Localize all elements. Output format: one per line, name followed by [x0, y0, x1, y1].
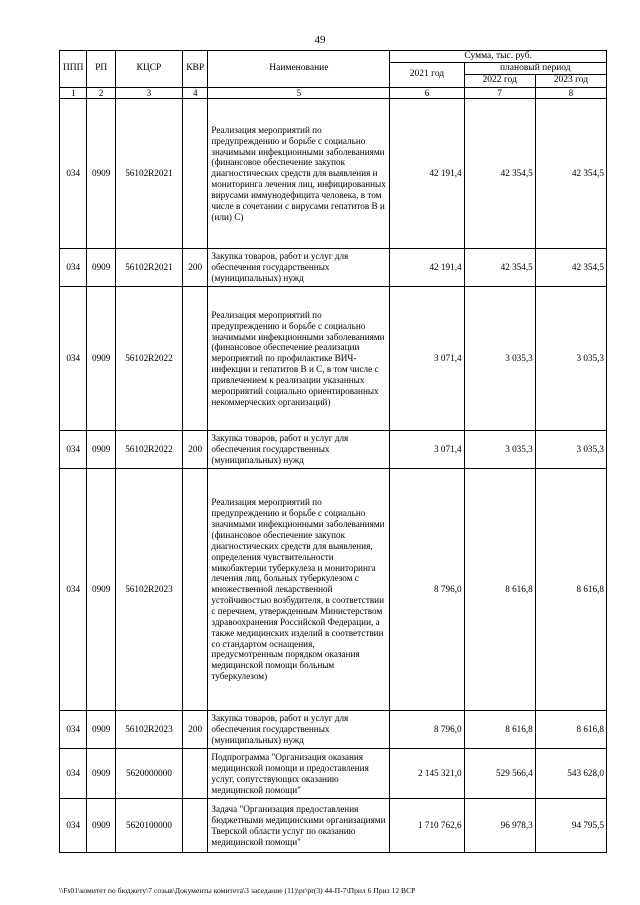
cell-name: Подпрограмма "Организация оказания медицинской помощи и предоставления услуг, сопутствующих оказанию медицинской помощи"	[208, 749, 390, 799]
table-row	[60, 799, 607, 853]
cell-kvr	[182, 287, 207, 431]
cell-2023: 8 616,8	[535, 711, 606, 749]
column-index: 3	[115, 87, 182, 99]
cell-kcsr: 56102R2021	[115, 249, 182, 287]
cell-2021: 42 191,4	[390, 99, 464, 249]
column-index: 2	[87, 87, 115, 99]
cell-2022: 8 616,8	[464, 469, 535, 711]
page-number: 49	[314, 34, 326, 46]
footer-file-path: \\Fs01\комитет по бюджету\7 созыв\Документы комитета\3 заседание (11)\pr\pr(3) 44-П-7\Прил 6 Приз 12 ВСР	[59, 886, 416, 895]
header-rp: РП	[87, 51, 115, 88]
cell-kcsr: 56102R2023	[115, 711, 182, 749]
cell-2021: 42 191,4	[390, 249, 464, 287]
cell-2021: 8 796,0	[390, 469, 464, 711]
cell-2022: 3 035,3	[464, 287, 535, 431]
cell-2023: 8 616,8	[535, 469, 606, 711]
cell-name: Закупка товаров, работ и услуг для обеспечения государственных (муниципальных) нужд	[208, 431, 390, 469]
cell-2022: 3 035,3	[464, 431, 535, 469]
cell-rp: 0909	[87, 249, 115, 287]
cell-kvr: 200	[182, 249, 207, 287]
cell-ppp: 034	[60, 749, 87, 799]
column-index: 7	[464, 87, 535, 99]
cell-name: Реализация мероприятий по предупреждению и борьбе с социально значимыми инфекционными заболеваниями (финансовое обеспечение закупок диагностических средств для выявления, определения чувствительности микобактерии туберкулеза и мониторинга лечения лиц, больных туберкулезом с множественной лекарственной устойчивостью возбудителя, в соответствии с перечнем, утвержденным Министерством здравоохранения Российской Федерации, а также медицинских изделий в соответствии со стандартом оснащения, предусмотренным порядком оказания медицинской помощи больным туберкулезом)	[208, 469, 390, 711]
cell-kcsr: 5620100000	[115, 799, 182, 853]
cell-2022: 42 354,5	[464, 249, 535, 287]
cell-kvr	[182, 799, 207, 853]
header-name: Наименование	[208, 51, 390, 88]
cell-2021: 2 145 321,0	[390, 749, 464, 799]
header-ppp: ППП	[60, 51, 87, 88]
cell-2023: 3 035,3	[535, 287, 606, 431]
cell-name: Задача "Организация предоставления бюджетными медицинскими организациями Тверской области услуг по оказанию медицинской помощи"	[208, 799, 390, 853]
cell-2023: 42 354,5	[535, 99, 606, 249]
header-kvr: КВР	[182, 51, 207, 88]
header-sum: Сумма, тыс. руб.	[390, 51, 607, 63]
cell-kvr	[182, 99, 207, 249]
column-index: 5	[208, 87, 390, 99]
cell-ppp: 034	[60, 431, 87, 469]
header-2022: 2022 год	[464, 75, 535, 87]
cell-2023: 94 795,5	[535, 799, 606, 853]
budget-table	[59, 50, 607, 853]
header-2021: 2021 год	[390, 63, 464, 87]
cell-2022: 529 566,4	[464, 749, 535, 799]
table-row	[60, 431, 607, 469]
cell-2021: 1 710 762,6	[390, 799, 464, 853]
cell-2021: 3 071,4	[390, 287, 464, 431]
column-index: 1	[60, 87, 87, 99]
cell-2021: 8 796,0	[390, 711, 464, 749]
cell-kcsr: 56102R2022	[115, 287, 182, 431]
cell-kcsr: 56102R2023	[115, 469, 182, 711]
column-index-row	[60, 87, 607, 99]
table-row	[60, 749, 607, 799]
cell-kcsr: 56102R2022	[115, 431, 182, 469]
cell-ppp: 034	[60, 711, 87, 749]
cell-ppp: 034	[60, 99, 87, 249]
table-row	[60, 249, 607, 287]
cell-ppp: 034	[60, 287, 87, 431]
cell-rp: 0909	[87, 749, 115, 799]
cell-2022: 8 616,8	[464, 711, 535, 749]
table-row	[60, 287, 607, 431]
cell-kcsr: 5620000000	[115, 749, 182, 799]
cell-2023: 42 354,5	[535, 249, 606, 287]
cell-name: Закупка товаров, работ и услуг для обеспечения государственных (муниципальных) нужд	[208, 249, 390, 287]
header-2023: 2023 год	[535, 75, 606, 87]
cell-kvr: 200	[182, 431, 207, 469]
cell-2022: 96 978,3	[464, 799, 535, 853]
cell-kvr	[182, 469, 207, 711]
cell-2022: 42 354,5	[464, 99, 535, 249]
table-row	[60, 469, 607, 711]
header-planned-period: плановый период	[464, 63, 606, 75]
cell-rp: 0909	[87, 711, 115, 749]
cell-name: Закупка товаров, работ и услуг для обеспечения государственных (муниципальных) нужд	[208, 711, 390, 749]
cell-ppp: 034	[60, 469, 87, 711]
cell-rp: 0909	[87, 799, 115, 853]
cell-2023: 543 628,0	[535, 749, 606, 799]
cell-kvr	[182, 749, 207, 799]
cell-kvr: 200	[182, 711, 207, 749]
table-row	[60, 99, 607, 249]
cell-rp: 0909	[87, 469, 115, 711]
cell-name: Реализация мероприятий по предупреждению и борьбе с социально значимыми инфекционными заболеваниями (финансовое обеспечение реализации мероприятий по профилактике ВИЧ-инфекции и гепатитов В и С, в том числе с привлечением к реализации указанных мероприятий социально ориентированных некоммерческих организаций)	[208, 287, 390, 431]
cell-ppp: 034	[60, 249, 87, 287]
cell-2021: 3 071,4	[390, 431, 464, 469]
cell-rp: 0909	[87, 287, 115, 431]
cell-kcsr: 56102R2021	[115, 99, 182, 249]
cell-name: Реализация мероприятий по предупреждению и борьбе с социально значимыми инфекционными заболеваниями (финансовое обеспечение закупок диагностических средств для выявления и мониторинга лечения лиц, инфицированных вирусами иммунодефицита человека, в том числе в сочетании с вирусами гепатитов В и (или) С)	[208, 99, 390, 249]
cell-rp: 0909	[87, 431, 115, 469]
cell-ppp: 034	[60, 799, 87, 853]
column-index: 4	[182, 87, 207, 99]
table-row	[60, 711, 607, 749]
column-index: 8	[535, 87, 606, 99]
column-index: 6	[390, 87, 464, 99]
header-kcsr: КЦСР	[115, 51, 182, 88]
cell-2023: 3 035,3	[535, 431, 606, 469]
cell-rp: 0909	[87, 99, 115, 249]
